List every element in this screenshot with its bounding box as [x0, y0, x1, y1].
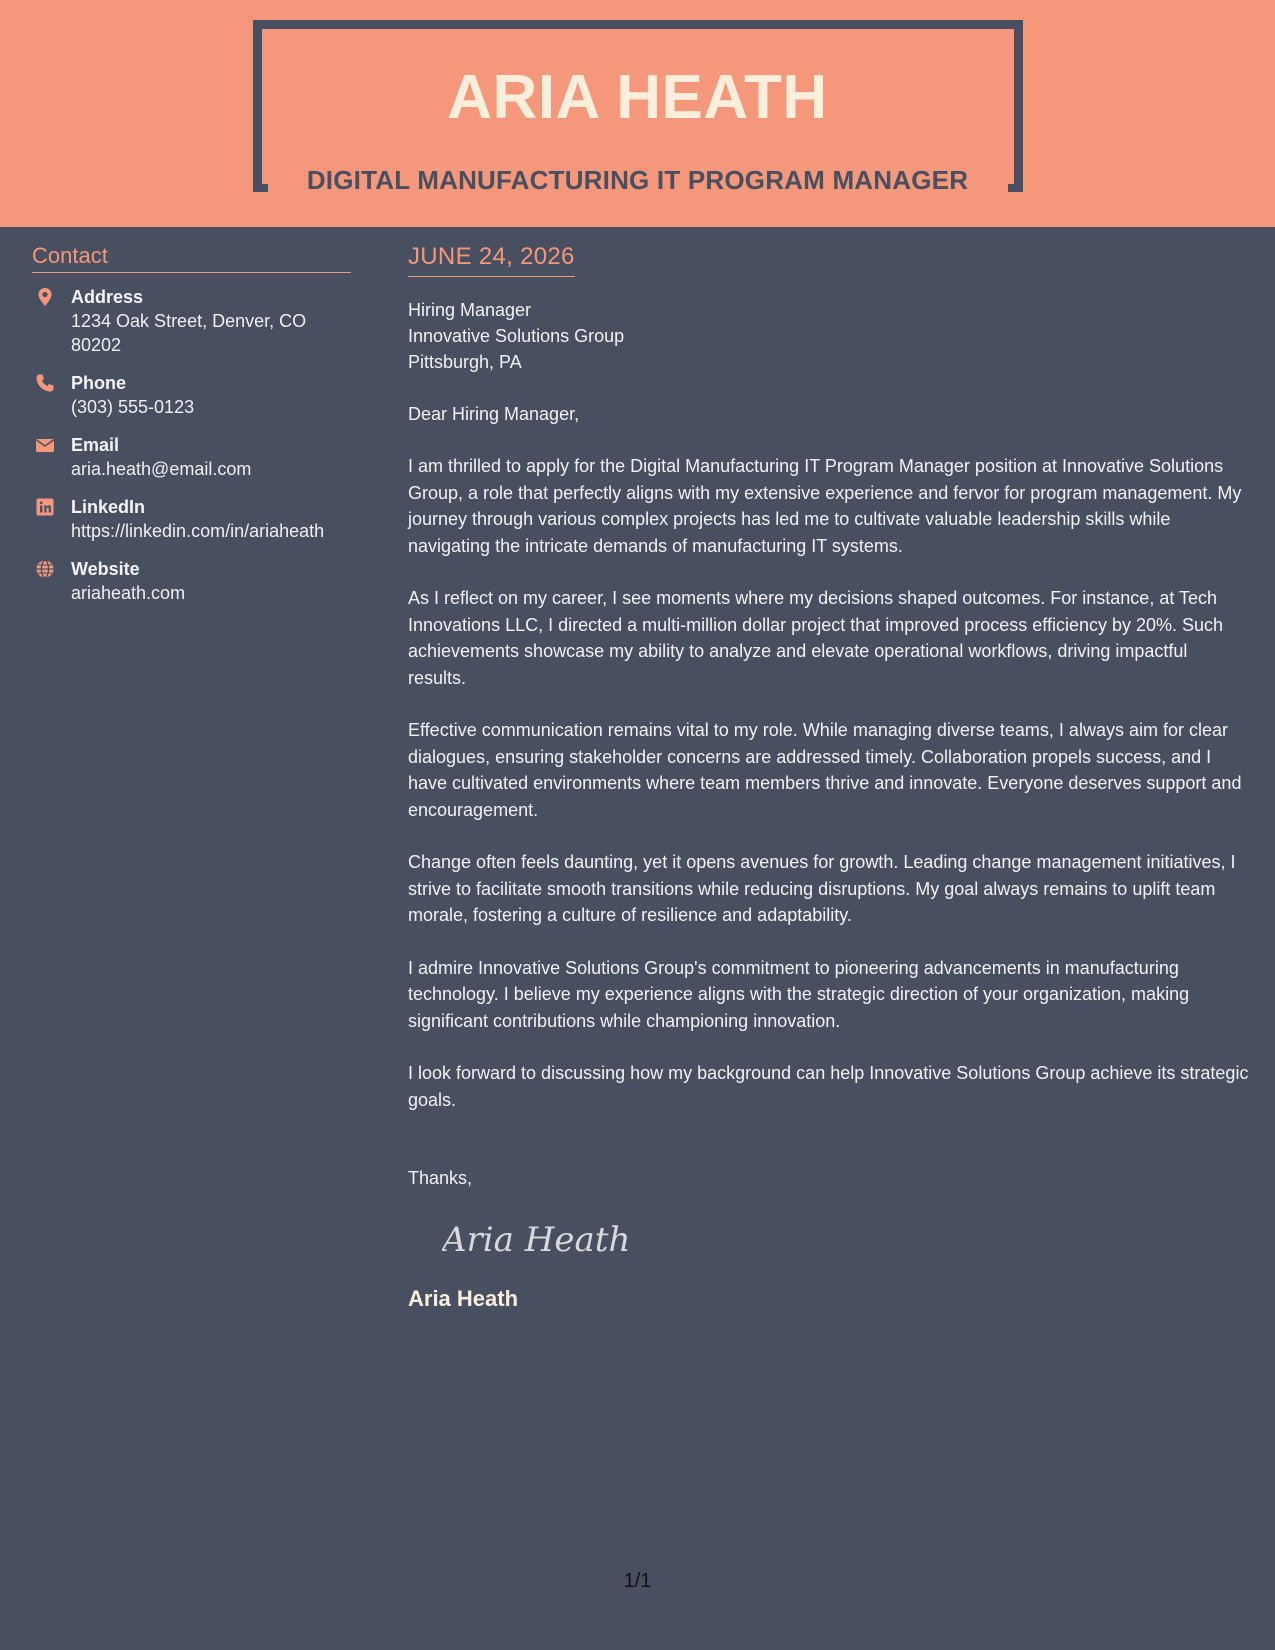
body-paragraph: I look forward to discussing how my background can help Innovative Solutions Group achieve its strategic goals.	[408, 1063, 1249, 1110]
salutation: Dear Hiring Manager,	[408, 404, 580, 424]
body-paragraph: Effective communication remains vital to my role. While managing diverse teams, I always aim for clear dialogues, ensuring stakeholder concerns are addressed timely. Collaboration propels success, and I have cultivated environments where team members thrive and innovate. Everyone deserves support and encouragement.	[408, 720, 1242, 820]
contact-item-address	[32, 285, 351, 357]
job-title: DIGITAL MANUFACTURING IT PROGRAM MANAGER	[306, 165, 969, 195]
phone-icon	[35, 373, 55, 393]
letter-body	[408, 243, 1250, 1312]
page-number: 1/1	[623, 1570, 652, 1592]
recipient-line: Hiring Manager	[408, 300, 532, 320]
contact-heading: Contact	[32, 243, 351, 273]
map-pin-icon	[35, 287, 55, 307]
body-paragraph: I am thrilled to apply for the Digital Manufacturing IT Program Manager position at Innovative Solutions Group, a role that perfectly aligns with my extensive experience and fervor for program management. My journey through various complex projects has led me to cultivate valuable leadership skills while navigating the intricate demands of manufacturing IT systems.	[408, 456, 1242, 556]
header-band	[0, 0, 1275, 227]
svg-text:Aria Heath: Aria Heath	[442, 1220, 631, 1260]
contact-item-linkedin	[32, 495, 351, 543]
signed-name: Aria Heath	[408, 1286, 519, 1311]
contact-item-website	[32, 557, 351, 605]
globe-icon	[35, 559, 55, 579]
contact-item-email	[32, 433, 351, 481]
contact-label: Phone	[71, 373, 127, 393]
contact-label: Website	[71, 559, 140, 579]
recipient-block	[408, 297, 1250, 375]
letter-date: JUNE 24, 2026	[408, 243, 575, 277]
contact-label: Address	[71, 287, 144, 307]
contact-item-phone	[32, 371, 351, 419]
body-paragraph: As I reflect on my career, I see moments where my decisions shaped outcomes. For instance, at Tech Innovations LLC, I directed a multi-million dollar project that improved process efficiency by 20%. Such achievements showcase my ability to analyze and elevate operational workflows, driving impactful results.	[408, 588, 1224, 688]
candidate-name: ARIA HEATH	[447, 63, 828, 132]
contact-label: LinkedIn	[71, 497, 146, 517]
recipient-line: Innovative Solutions Group	[408, 326, 625, 346]
linkedin-icon	[35, 497, 55, 517]
contact-value[interactable]: ariaheath.com	[71, 583, 186, 603]
contact-value: 1234 Oak Street, Denver, CO 80202	[71, 311, 307, 355]
body-paragraph: Change often feels daunting, yet it opens avenues for growth. Leading change management initiatives, I strive to facilitate smooth transitions while reducing disruptions. My goal always remains to uplift team morale, fostering a culture of resilience and adaptability.	[408, 852, 1236, 925]
recipient-line: Pittsburgh, PA	[408, 352, 522, 372]
contact-value[interactable]: https://linkedin.com/in/ariaheath	[71, 521, 325, 541]
signature-image	[442, 1209, 642, 1269]
body-paragraph: I admire Innovative Solutions Group's commitment to pioneering advancements in manufacturing technology. I believe my experience aligns with the strategic direction of your organization, making significant contributions while championing innovation.	[408, 957, 1190, 1031]
closing: Thanks,	[408, 1168, 473, 1188]
contact-value[interactable]: aria.heath@email.com	[71, 459, 252, 479]
contact-value: (303) 555-0123	[71, 397, 195, 417]
contact-sidebar	[32, 243, 351, 619]
contact-label: Email	[71, 435, 120, 455]
envelope-icon	[35, 435, 55, 455]
